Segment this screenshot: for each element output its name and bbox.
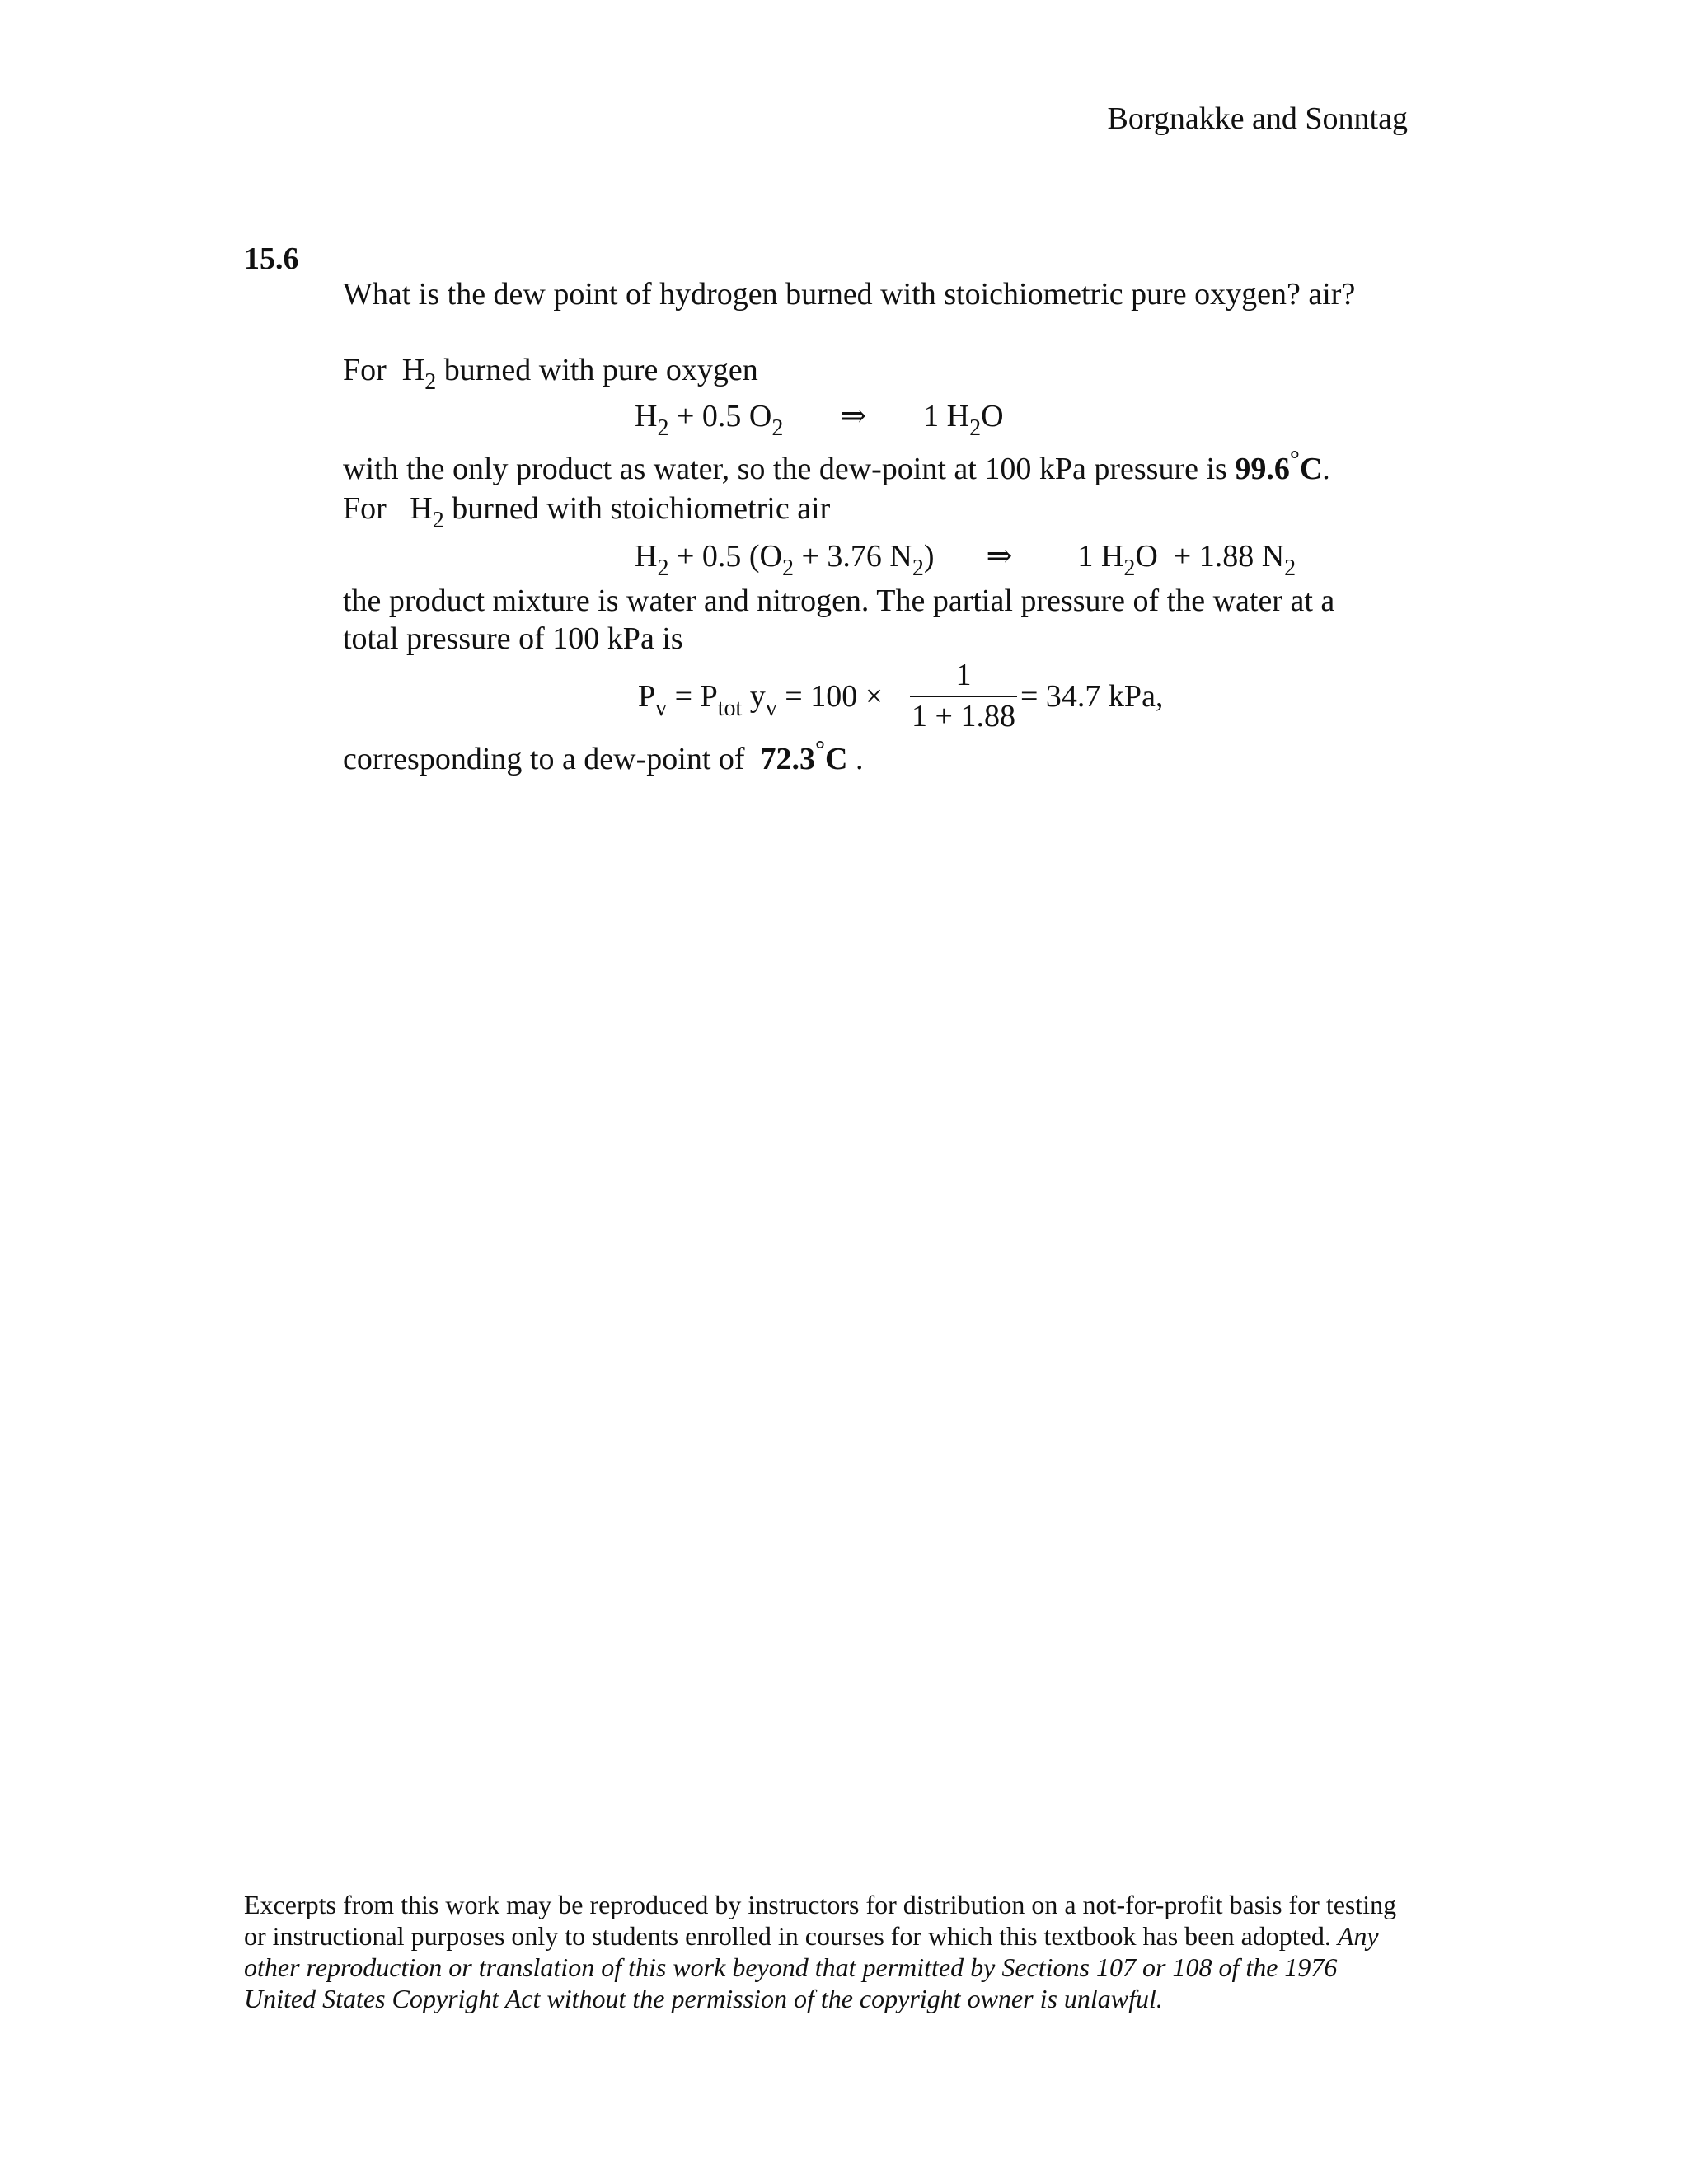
- oxygen-reaction-equation: [635, 399, 1004, 441]
- air-dew-line: [343, 736, 864, 776]
- footer-warning: Any other reproduction or translation of this work beyond that permitted by Sections 107 or 108 of the 1976 United States Copyright Act without the permission of the copyright owner is unlawful.: [244, 1921, 1379, 2013]
- oxygen-intro-text: burned with pure oxygen: [443, 353, 758, 387]
- pressure-result: = 34.7 kPa,: [1020, 679, 1164, 714]
- air-eq-nitrogen-sub: 2: [1284, 555, 1296, 581]
- implies-arrow: ⇒: [840, 399, 867, 434]
- eq-product-sub: 2: [969, 415, 982, 441]
- air-dew-end: .: [856, 742, 864, 776]
- air-intro-for: For: [343, 491, 387, 526]
- fraction-numerator: 1: [955, 658, 972, 692]
- air-eq-o2: + 0.5 (O: [676, 539, 782, 574]
- footer-notice: Excerpts from this work may be reproduced by instructors for distribution on a not-for-profit basis for testing or instructional purposes only to students enrolled in courses for which this textbook has been adopted.: [244, 1890, 1397, 1951]
- air-text-line-2: total pressure of 100 kPa is: [343, 621, 683, 656]
- air-reaction-equation: [635, 539, 1296, 581]
- air-eq-water: 1 H: [1077, 539, 1124, 574]
- oxygen-dew-value: 99.6: [1235, 452, 1290, 486]
- air-eq-n2: + 3.76 N: [801, 539, 912, 574]
- oxygen-result-text: with the only product as water, so the dew-point at 100 kPa pressure is: [343, 452, 1227, 486]
- air-eq-o-sub: 2: [781, 555, 794, 581]
- air-eq-h-sub: 2: [657, 555, 669, 581]
- yv-symbol: y: [749, 679, 766, 714]
- eq-h-sub: 2: [657, 415, 669, 441]
- eq-o-sub: 2: [771, 415, 784, 441]
- oxygen-intro-species: H: [401, 353, 425, 387]
- oxygen-intro-for: For: [343, 353, 387, 387]
- degree-symbol: °: [815, 736, 826, 763]
- mole-fraction: [910, 659, 1017, 732]
- implies-arrow: ⇒: [986, 539, 1013, 574]
- ptot-sub: tot: [717, 696, 743, 721]
- copyright-footer: [244, 1889, 1414, 2014]
- problem-number: 15.6: [244, 241, 299, 276]
- air-eq-water-o: O: [1135, 539, 1158, 574]
- air-intro-text: burned with stoichiometric air: [452, 491, 831, 526]
- air-eq-water-sub: 2: [1123, 555, 1136, 581]
- air-eq-nitrogen: + 1.88 N: [1173, 539, 1285, 574]
- air-eq-h: H: [635, 539, 658, 574]
- air-intro: [343, 491, 831, 533]
- air-dew-point: [760, 736, 848, 776]
- problem-question: What is the dew point of hydrogen burned with stoichiometric pure oxygen? air?: [343, 277, 1356, 312]
- running-header: Borgnakke and Sonntag: [1107, 101, 1408, 136]
- eq-product: 1 H: [923, 399, 970, 434]
- yv-sub: v: [765, 696, 777, 721]
- fraction-denominator: 1 + 1.88: [912, 699, 1015, 733]
- air-dew-text: corresponding to a dew-point of: [343, 742, 745, 776]
- oxygen-dew-point: [1235, 446, 1323, 486]
- oxygen-dew-unit: C: [1299, 452, 1323, 486]
- pressure-equation-lhs: [638, 679, 884, 721]
- air-intro-sub: 2: [432, 508, 444, 533]
- pv-symbol: P: [638, 679, 656, 714]
- eq-h: H: [635, 399, 658, 434]
- air-dew-value: 72.3: [760, 742, 816, 776]
- air-intro-species: H: [410, 491, 433, 526]
- air-eq-close: ): [923, 539, 935, 574]
- ptot-symbol: = P: [674, 679, 718, 714]
- air-eq-n-sub: 2: [912, 555, 924, 581]
- oxygen-result-line: [343, 446, 1330, 486]
- times-100: = 100 ×: [785, 679, 884, 714]
- eq-o2: + 0.5 O: [676, 399, 772, 434]
- air-dew-unit: C: [825, 742, 848, 776]
- eq-product-o: O: [981, 399, 1004, 434]
- air-text-line-1: the product mixture is water and nitrogen. The partial pressure of the water at a: [343, 583, 1335, 618]
- oxygen-intro-sub: 2: [424, 369, 437, 395]
- oxygen-intro: [343, 353, 758, 395]
- oxygen-result-end: .: [1322, 452, 1330, 486]
- pv-sub: v: [655, 696, 668, 721]
- degree-symbol: °: [1289, 446, 1300, 473]
